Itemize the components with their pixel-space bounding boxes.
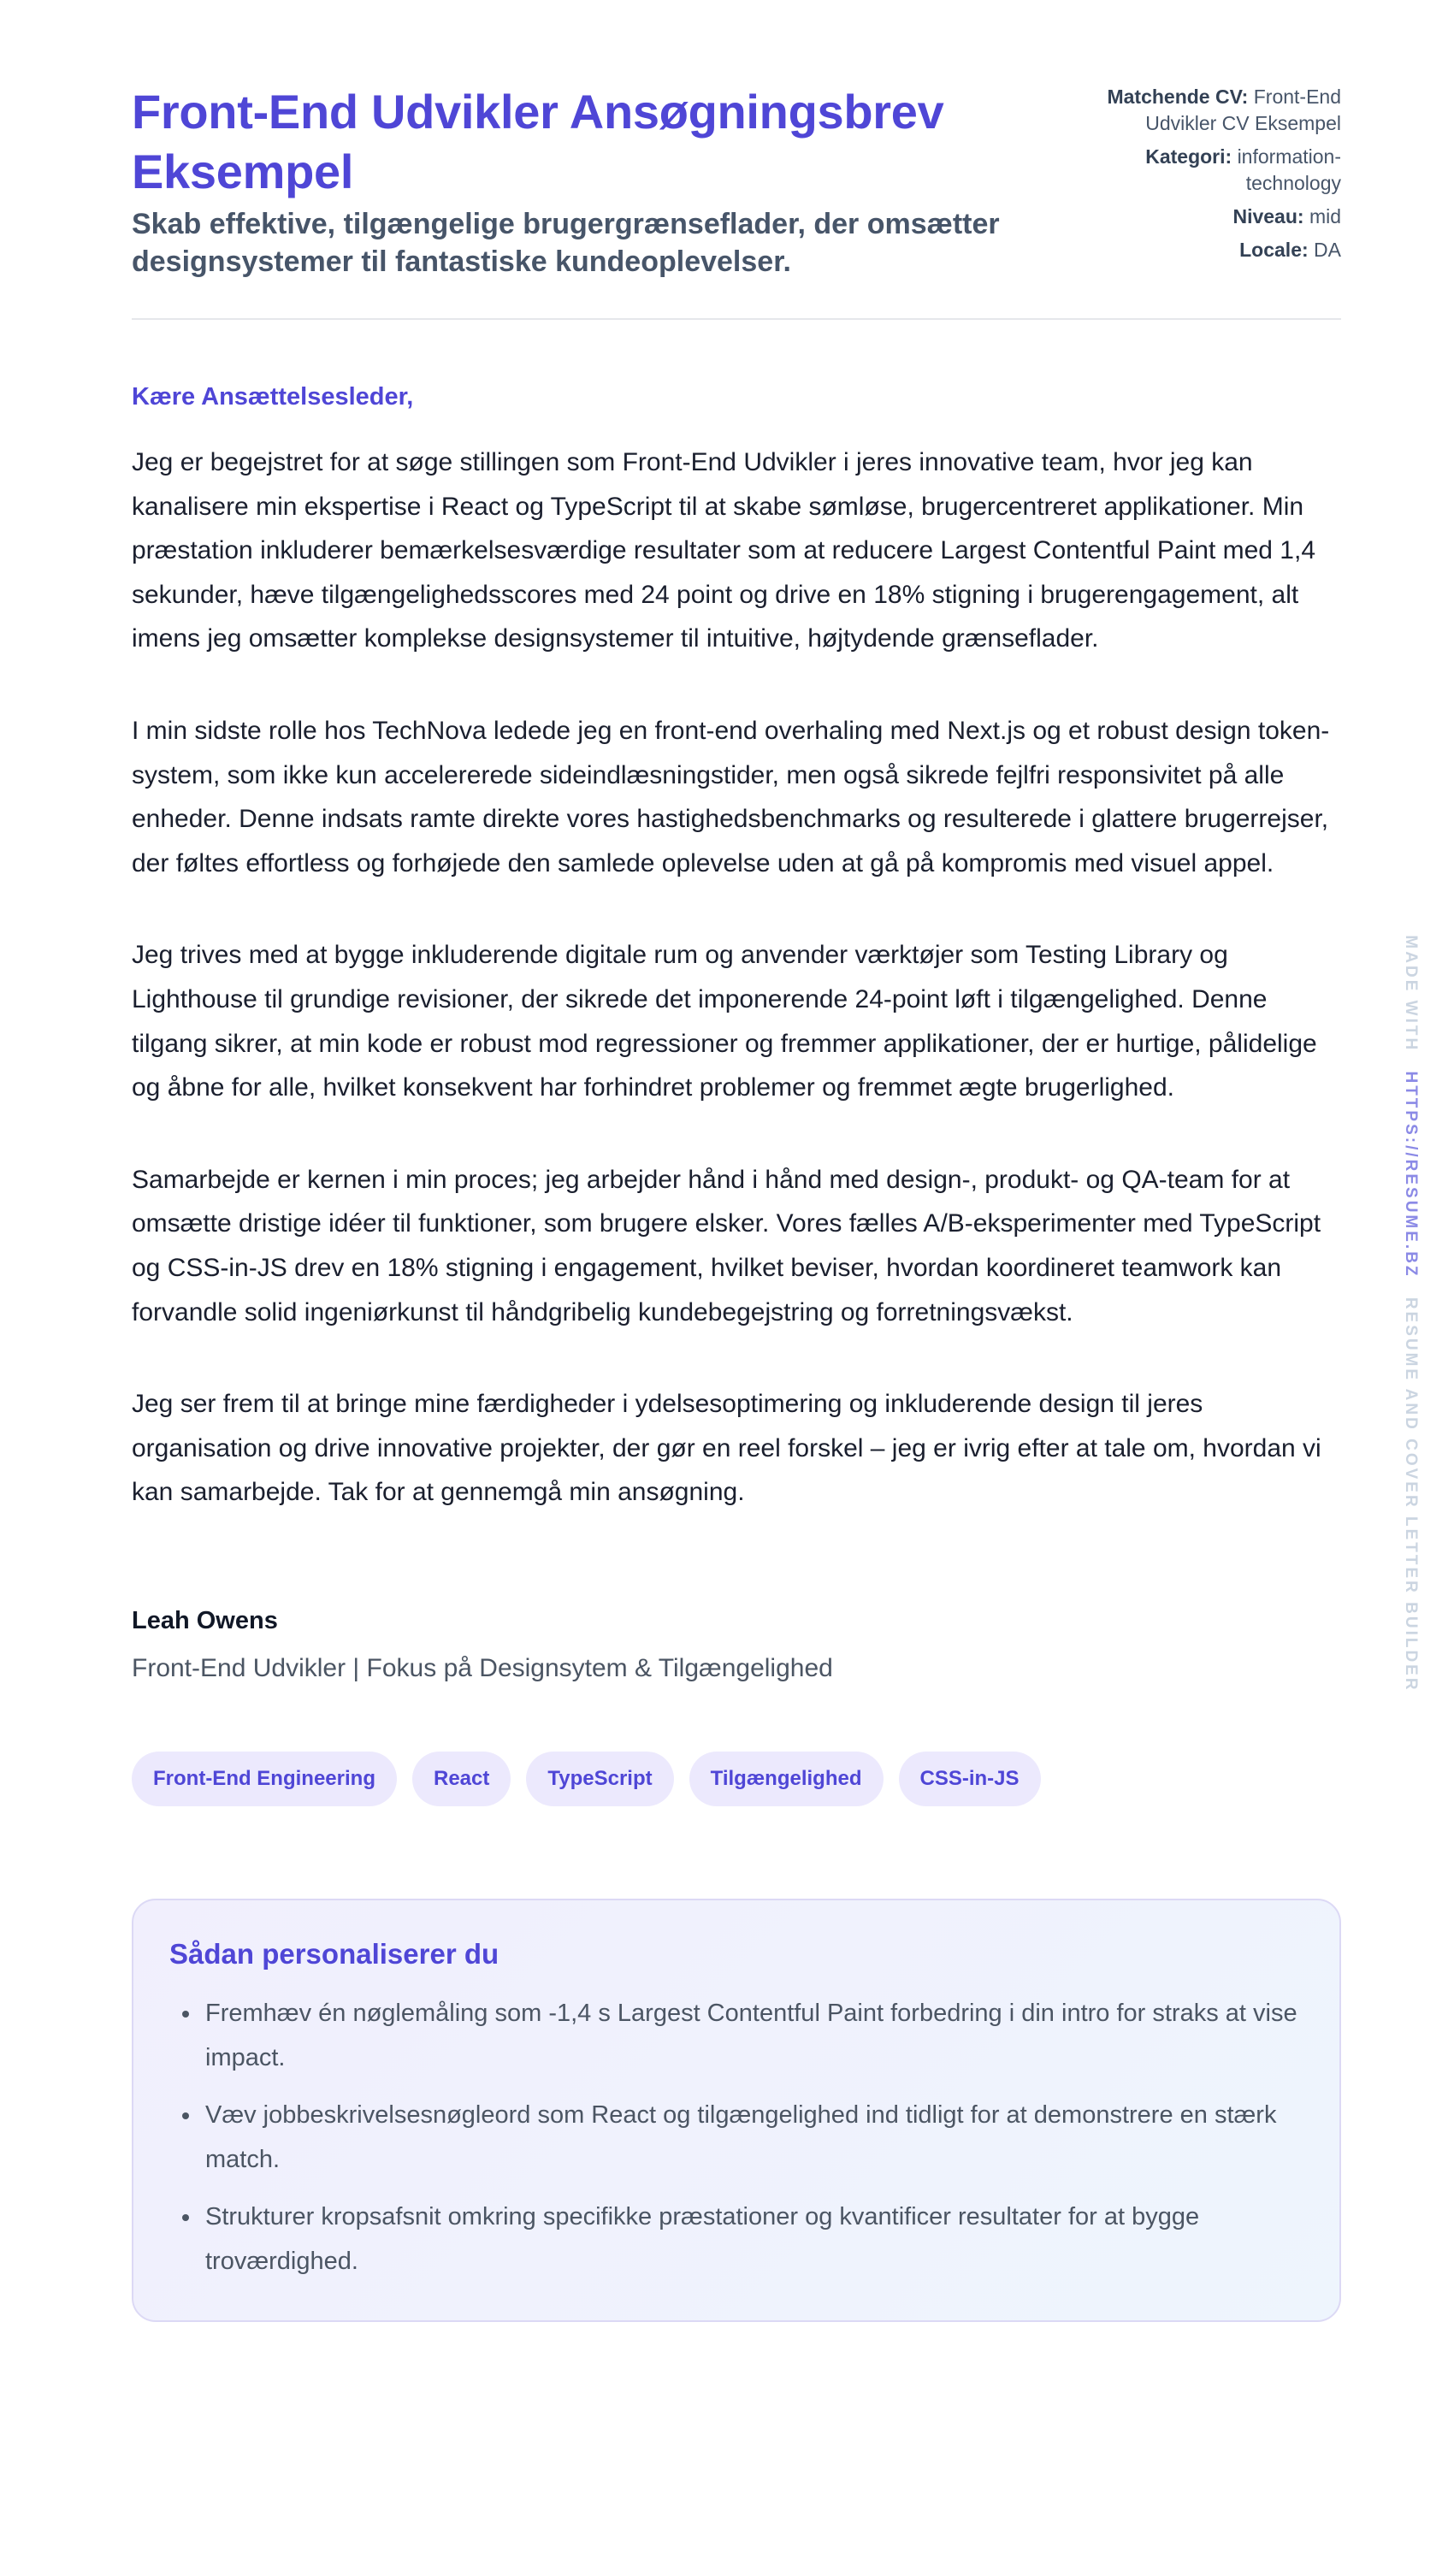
skill-tag: React <box>412 1752 511 1806</box>
letter-paragraph: Jeg er begejstret for at søge stillingen som Front-End Udvikler i jeres innovative team, hvor jeg kan kanalisere min ekspertise i React og TypeScript til at skabe sømløse, brugercentreret applikationer. Min præstation inkluderer bemærkelsesværdige resultater som at reducere Largest Contentful Paint med 1,4 sekunder, hæve tilgængelighedsscores med 24 point og drive en 18% stigning i brugerengagement, alt imens jeg omsætter komplekse designsystemer til intuitive, højtydende grænseflader. <box>132 448 1316 653</box>
meta-key: Niveau: <box>1232 205 1304 227</box>
meta-value: information-technology <box>1237 145 1341 194</box>
letter-header <box>132 82 1341 281</box>
letter-body <box>132 440 1341 1515</box>
meta-locale <box>1059 237 1341 263</box>
meta-value: mid <box>1309 205 1341 227</box>
letter-paragraph: Jeg trives med at bygge inkluderende digitale rum og anvender værktøjer som Testing Library og Lighthouse til grundige revisioner, der sikrede det imponerende 24-point løft i tilgængelighed. Denne tilgang sikrer, at min kode er robust mod regressioner og fremmer applikationer, der er hurtige, pålidelige og åbne for alle, hvilket konsekvent har forhindret problemer og fremmet ægte brugerlighed. <box>132 941 1317 1102</box>
header-titles <box>132 82 1038 281</box>
meta-level <box>1059 204 1341 230</box>
meta-panel <box>1059 82 1341 270</box>
meta-key: Kategori: <box>1145 145 1232 168</box>
letter-salutation: Kære Ansættelsesleder, <box>132 383 414 411</box>
letter-signature <box>132 1607 1341 1683</box>
meta-key: Locale: <box>1239 239 1309 261</box>
letter-paragraph: Jeg ser frem til at bringe mine færdigheder i ydelsesoptimering og inkluderende design til jeres organisation og drive innovative projekter, der gør en reel forskel – jeg er ivrig efter at tale om, hvordan vi kan samarbejde. Tak for at gennemgå min ansøgning. <box>132 1390 1321 1507</box>
tip-item: • Strukturer kropsafsnit omkring specifikke præstationer og kvantificer resultater for at bygge troværdighed. <box>202 2195 1303 2284</box>
tip-item: • Væv jobbeskrivelsesnøgleord som React og tilgængelighed ind tidligt for at demonstrere en stærk match. <box>202 2093 1303 2183</box>
cover-letter-page <box>132 82 1341 2322</box>
meta-value: DA <box>1314 239 1341 261</box>
skill-tag: TypeScript <box>526 1752 673 1806</box>
header-divider <box>132 318 1341 320</box>
page-subtitle: Skab effektive, tilgængelige brugergrænseflader, der omsætter designsystemer til fantastiske kundeoplevelser. <box>132 208 1000 278</box>
personalization-tips-box <box>132 1899 1341 2322</box>
meta-matching-cv <box>1059 84 1341 137</box>
credit-prefix: MADE WITH <box>1402 935 1420 1053</box>
tips-list <box>169 1991 1303 2284</box>
skill-tags <box>132 1752 1341 1806</box>
meta-category <box>1059 144 1341 197</box>
skill-tag: CSS-in-JS <box>899 1752 1041 1806</box>
signature-title: Front-End Udvikler | Fokus på Designsytem & Tilgængelighed <box>132 1653 833 1682</box>
page-title: Front-End Udvikler Ansøgningsbrev Eksempel <box>132 85 944 198</box>
skill-tag: Front-End Engineering <box>132 1752 397 1806</box>
meta-value: Front-End Udvikler CV Eksempel <box>1145 86 1341 134</box>
credit-suffix: RESUME AND COVER LETTER BUILDER <box>1402 1297 1420 1693</box>
credit-link[interactable]: HTTPS://RESUME.BZ <box>1402 1071 1420 1279</box>
letter-paragraph: Samarbejde er kernen i min proces; jeg arbejder hånd i hånd med design-, produkt- og QA-team for at omsætte dristige idéer til funktioner, som brugere elsker. Vores fælles A/B-eksperimenter med TypeScript og CSS-in-JS drev en 18% stigning i engagement, hvilket beviser, hvordan koordineret teamwork kan forvandle solid ingeniørkunst til håndgribelig kundebegejstring og forretningsvækst. <box>132 1165 1321 1326</box>
tips-title: Sådan personaliserer du <box>169 1937 499 1970</box>
side-credit <box>1401 935 1420 1692</box>
meta-key: Matchende CV: <box>1107 86 1249 108</box>
signature-name: Leah Owens <box>132 1606 278 1634</box>
tip-item: • Fremhæv én nøglemåling som -1,4 s Largest Contentful Paint forbedring i din intro for straks at vise impact. <box>202 1991 1303 2081</box>
skill-tag: Tilgængelighed <box>689 1752 884 1806</box>
letter-paragraph: I min sidste rolle hos TechNova ledede jeg en front-end overhaling med Next.js og et robust design token-system, som ikke kun accelererede sideindlæsningstider, men også sikrede fejlfri responsivitet på alle enheder. Denne indsats ramte direkte vores hastighedsbenchmarks og resulterede i glattere brugerrejser, der føltes effortless og forhøjede den samlede oplevelse uden at gå på kompromis med visuel appel. <box>132 716 1330 877</box>
